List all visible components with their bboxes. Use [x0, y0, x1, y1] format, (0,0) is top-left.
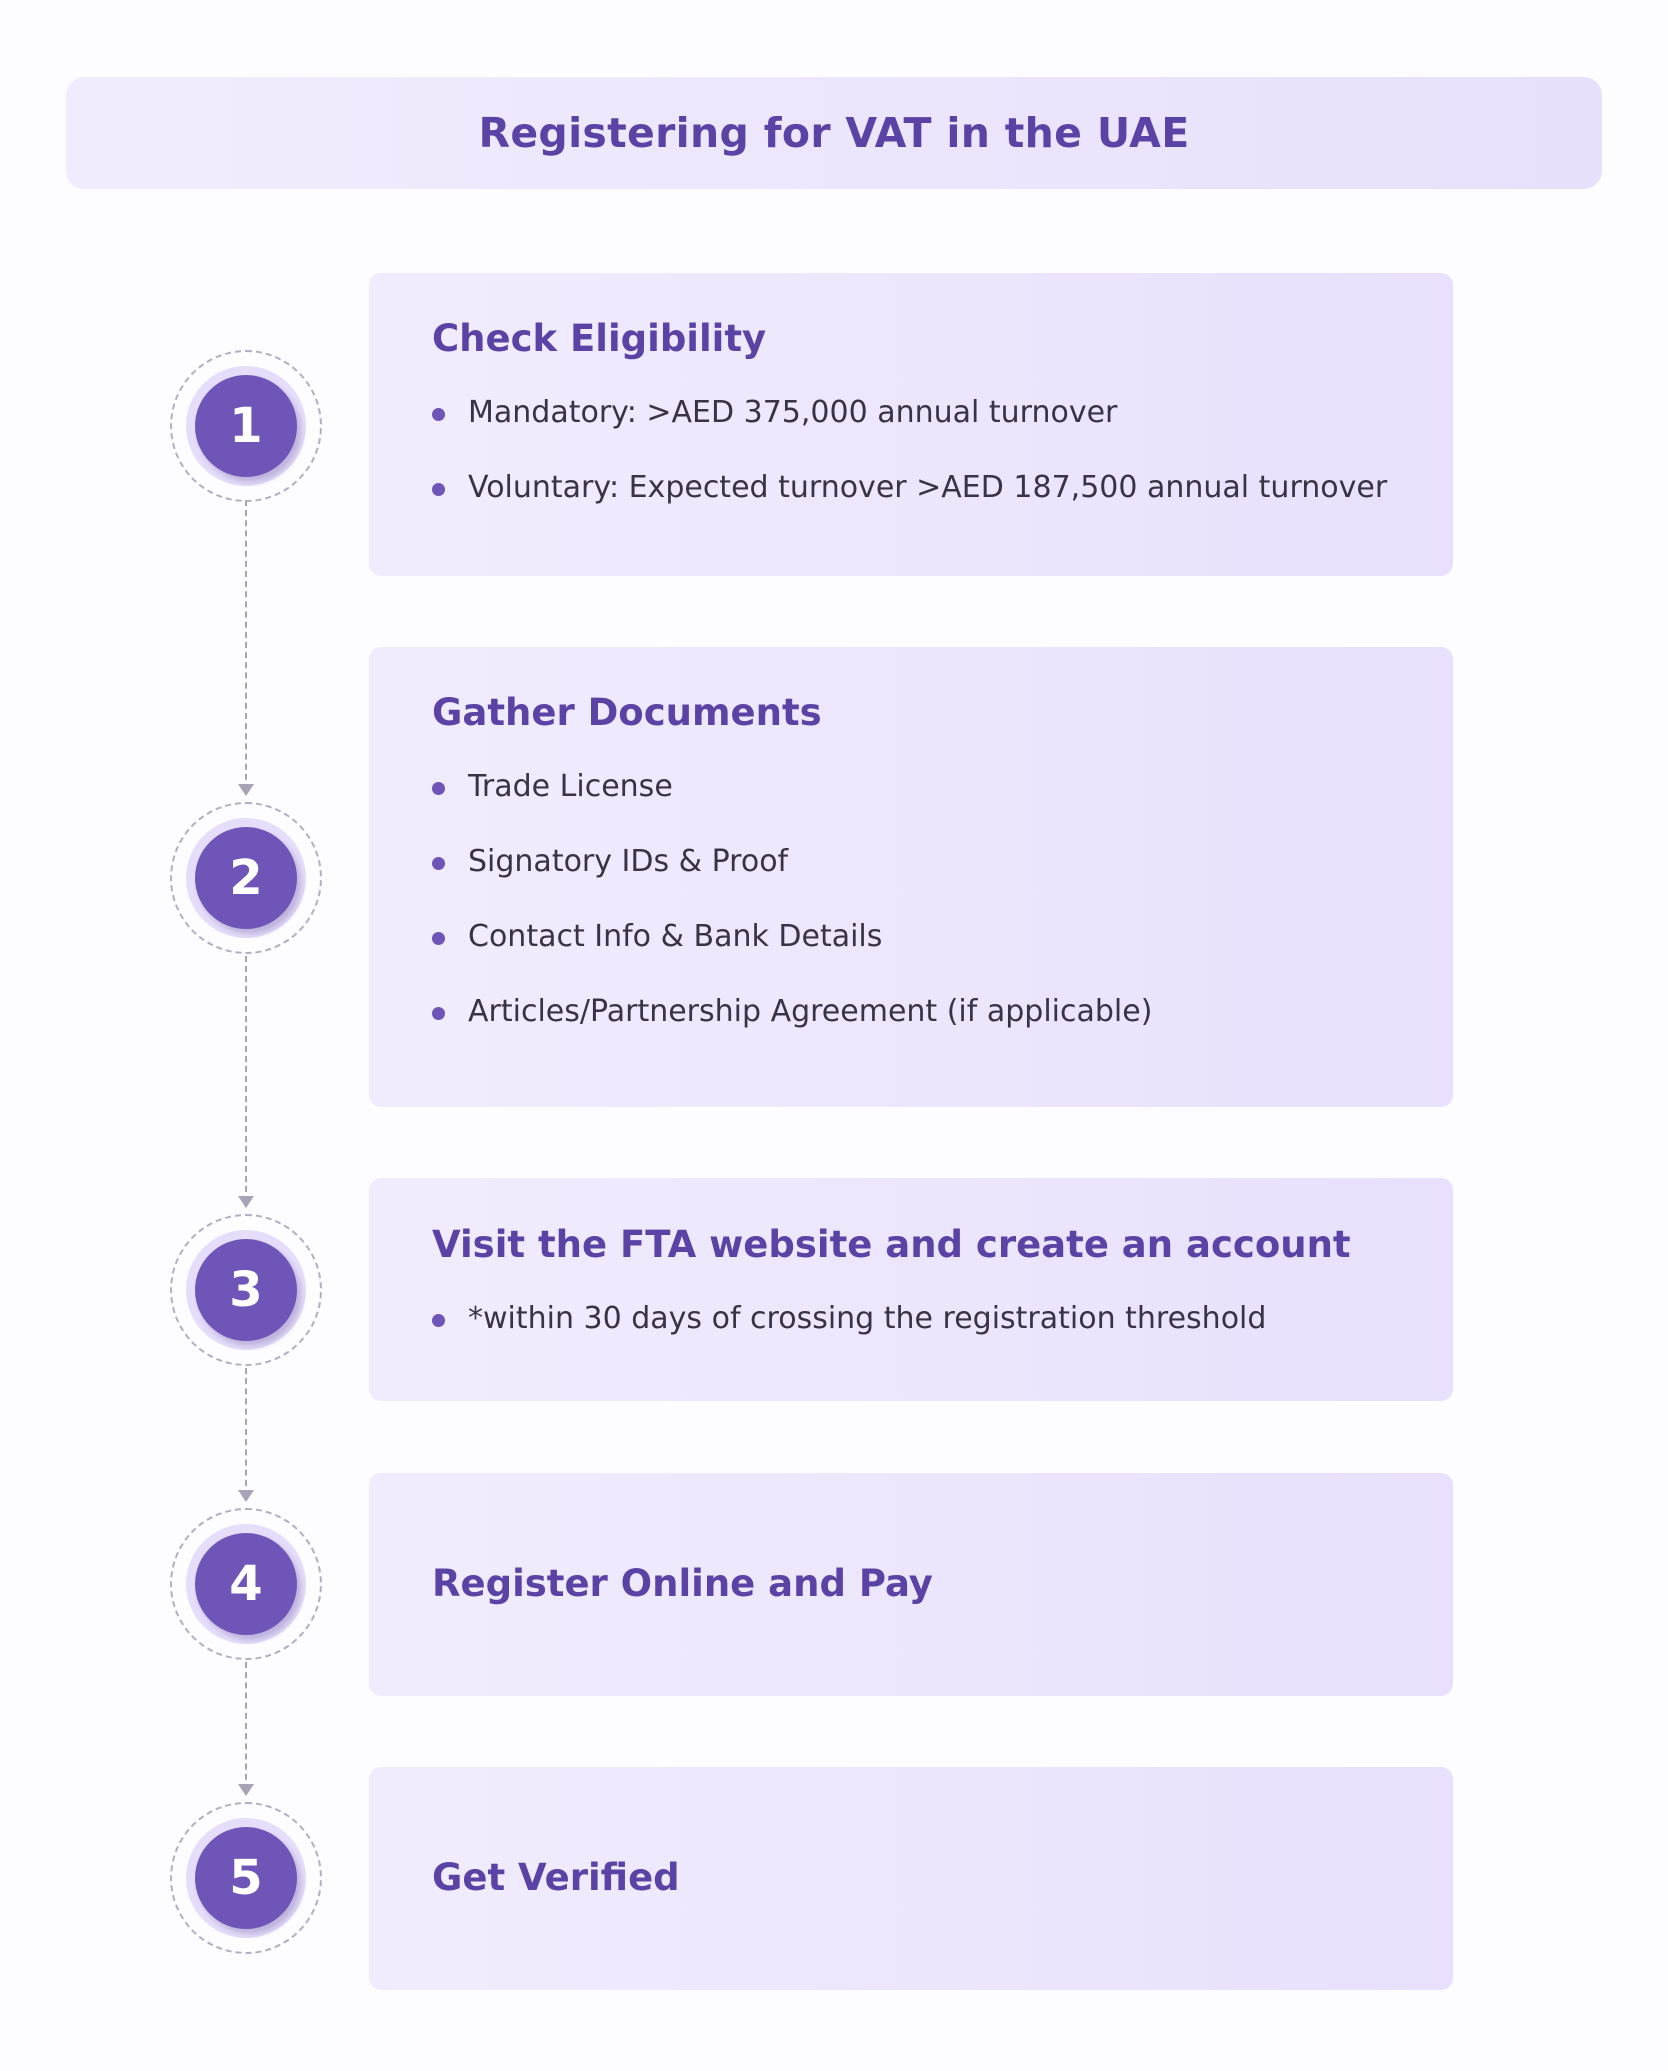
- bullet-list: [432, 1301, 1453, 1337]
- connector-4-5: [245, 1662, 247, 1790]
- step-card-3: [369, 1178, 1453, 1401]
- bullet-list: [432, 769, 1453, 1030]
- bullet-icon: [432, 932, 445, 945]
- list-item: [432, 395, 1453, 431]
- bullet-icon: [432, 1007, 445, 1020]
- step-heading: Register Online and Pay: [432, 1562, 933, 1606]
- arrow-to-step-2-icon: [238, 784, 254, 796]
- page-title: Registering for VAT in the UAE: [478, 109, 1190, 157]
- bullet-icon: [432, 1314, 445, 1327]
- list-item: [432, 919, 1453, 955]
- arrow-to-step-3-icon: [238, 1196, 254, 1208]
- list-item-text: Contact Info & Bank Details: [468, 919, 883, 955]
- arrow-to-step-5-icon: [238, 1784, 254, 1796]
- title-banner: [66, 77, 1602, 189]
- connector-3-4: [245, 1368, 247, 1496]
- step-marker-2: [170, 802, 322, 954]
- step-number: 3: [195, 1239, 297, 1341]
- step-heading: Check Eligibility: [432, 317, 767, 360]
- list-item: [432, 1301, 1453, 1337]
- list-item-text: Trade License: [468, 769, 673, 805]
- step-number: 1: [195, 375, 297, 477]
- list-item: [432, 470, 1453, 506]
- step-marker-3: [170, 1214, 322, 1366]
- step-number: 2: [195, 827, 297, 929]
- step-heading: Gather Documents: [432, 691, 822, 734]
- step-marker-1: [170, 350, 322, 502]
- bullet-icon: [432, 408, 445, 421]
- bullet-icon: [432, 483, 445, 496]
- list-item-text: Voluntary: Expected turnover >AED 187,500 annual turnover: [468, 470, 1388, 506]
- bullet-list: [432, 395, 1453, 506]
- step-heading: Get Verified: [432, 1856, 680, 1900]
- step-card-1: [369, 273, 1453, 576]
- step-number: 4: [195, 1533, 297, 1635]
- step-card-4: [369, 1473, 1453, 1696]
- arrow-to-step-4-icon: [238, 1490, 254, 1502]
- step-card-2: [369, 647, 1453, 1107]
- step-card-5: [369, 1767, 1453, 1990]
- list-item-text: Mandatory: >AED 375,000 annual turnover: [468, 395, 1118, 431]
- list-item: [432, 844, 1453, 880]
- list-item: [432, 994, 1453, 1030]
- bullet-icon: [432, 782, 445, 795]
- list-item-text: Articles/Partnership Agreement (if applicable): [468, 994, 1153, 1030]
- connector-2-3: [245, 956, 247, 1202]
- list-item-text: Signatory IDs & Proof: [468, 844, 789, 880]
- step-heading: Visit the FTA website and create an account: [432, 1223, 1351, 1266]
- step-marker-4: [170, 1508, 322, 1660]
- list-item: [432, 769, 1453, 805]
- step-number: 5: [195, 1827, 297, 1929]
- step-marker-5: [170, 1802, 322, 1954]
- bullet-icon: [432, 857, 445, 870]
- connector-1-2: [245, 500, 247, 790]
- list-item-text: *within 30 days of crossing the registration threshold: [468, 1301, 1267, 1337]
